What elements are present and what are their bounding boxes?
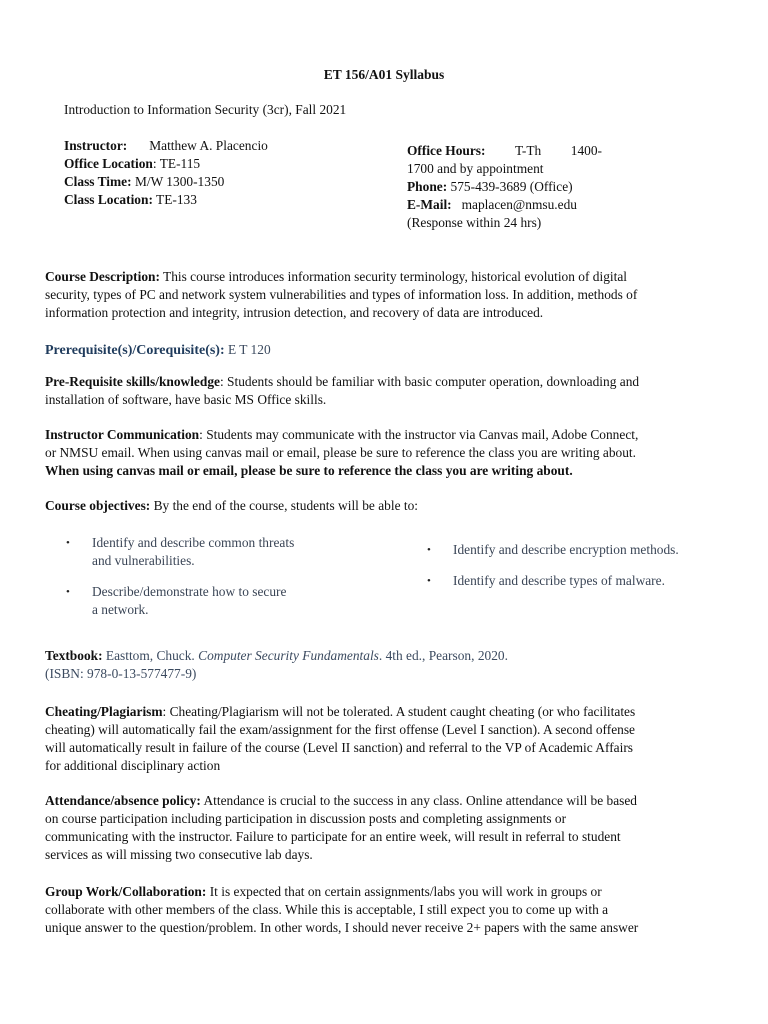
textbook [45,647,717,683]
prereq-label: Prerequisite(s)/Corequisite(s): [45,343,225,358]
email-note: (Response within 24 hrs) [407,215,542,230]
description-label: Course Description: [45,269,160,284]
class-location-label: Class Location: [64,192,153,207]
bullet-icon: • [427,544,431,556]
attendance-line: Attendance is crucial to the success in any class. Online attendance will be based [200,793,638,808]
group-line: It is expected that on certain assignments/labs you will work in groups or [206,884,602,899]
bullet-icon: • [66,586,70,598]
instructor-info [64,137,384,209]
instructor-label: Instructor: [64,138,128,153]
skills-line: installation of software, have basic MS Office skills. [45,392,327,407]
phone-row [407,178,602,196]
attendance-line: communicating with the instructor. Failure to participate for an entire week, will result in referral to student [45,829,621,844]
bullet-icon: • [66,537,70,549]
office-hours-days: T-Th [514,143,542,158]
description-line: security, types of PC and network system vulnerabilities and types of information loss. In addition, methods of [45,287,638,302]
email-label: E-Mail: [407,197,452,212]
description-line: This course introduces information security terminology, historical evolution of digital [159,269,628,284]
objectives-label: Course objectives: [45,498,151,513]
cheating-policy [45,703,717,775]
list-item [425,572,745,590]
course-description [45,268,717,322]
communication-line: : Students may communicate with the instructor via Canvas mail, Adobe Connect, [199,427,639,442]
cheating-label: Cheating/Plagiarism [45,704,163,719]
objective-text: Identify and describe types of malware. [453,573,665,588]
email-row [407,196,602,214]
class-time-value: M/W 1300-1350 [131,174,225,189]
document-title: ET 156/A01 Syllabus [323,67,445,82]
office-hours-label: Office Hours [407,143,482,158]
textbook-author: Easttom, Chuck. [102,648,199,663]
communication-line-bold: When using canvas mail or email, please be sure to reference the class you are writing about. [45,463,573,478]
bullet-icon: • [427,575,431,587]
list-item [425,541,745,559]
description-line: information protection and integrity, intrusion detection, and recovery of data are introduced. [45,305,544,320]
office-hours-line2: 1700 and by appointment [407,161,544,176]
prereq-skills [45,373,717,409]
objective-text: Identify and describe encryption methods. [453,542,679,557]
course-name: Introduction to Information Security (3cr), Fall 2021 [64,102,347,117]
class-time-row [64,173,384,191]
phone-label: Phone: [407,179,448,194]
office-hours-time: 1400- [570,143,602,158]
course-objectives [45,497,717,515]
office-location-label: Office Location [64,156,153,171]
attendance-label: Attendance/absence policy: [45,793,201,808]
group-work-policy [45,883,717,937]
objective-text: Identify and describe common threats [92,535,295,550]
cheating-line: : Cheating/Plagiarism will not be tolerated. A student caught cheating (or who facilitates [162,704,636,719]
prerequisites [45,341,717,360]
textbook-isbn: (ISBN: 978-0-13-577477-9) [45,666,197,681]
textbook-edition: . 4th ed., Pearson, 2020. [378,648,508,663]
instructor-row [64,137,384,155]
group-label: Group Work/Collaboration: [45,884,207,899]
group-line: collaborate with other members of the class. While this is acceptable, I still expect you to come up with a [45,902,609,917]
phone-value: 575-439-3689 (Office) [447,179,573,194]
instructor-value: Matthew A. Placencio [149,138,268,153]
cheating-line: for additional disciplinary action [45,758,221,773]
communication-line: or NMSU email. When using canvas mail or email, please be sure to reference the class you are writing about. [45,445,636,460]
attendance-policy [45,792,717,864]
office-info [407,142,602,232]
list-item [64,583,364,619]
class-time-label: Class Time: [64,174,132,189]
group-line: unique answer to the question/problem. In other words, I should never receive 2+ papers with the same answer [45,920,639,935]
objectives-intro: By the end of the course, students will be able to: [150,498,419,513]
prereq-value: E T 120 [224,342,271,357]
office-location-value: : TE-115 [152,156,201,171]
class-location-row [64,191,384,209]
objective-text: a network. [92,602,149,617]
textbook-label: Textbook: [45,648,103,663]
cheating-line: will automatically result in failure of the course (Level II sanction) and referral to the VP of Academic Affairs [45,740,633,755]
textbook-title: Computer Security Fundamentals [198,648,379,663]
email-value[interactable]: maplacen@nmsu.edu [461,197,577,212]
objective-text: and vulnerabilities. [92,553,195,568]
cheating-line: cheating) will automatically fail the exam/assignment for the first offense (Level I sanction). A second offense [45,722,635,737]
list-item [64,534,364,570]
attendance-line: on course participation including participation in discussion posts and completing assignments or [45,811,567,826]
skills-line: : Students should be familiar with basic computer operation, downloading and [219,374,640,389]
skills-label: Pre-Requisite skills/knowledge [45,374,220,389]
office-location-row [64,155,384,173]
instructor-communication [45,426,717,480]
objective-text: Describe/demonstrate how to secure [92,584,287,599]
office-hours-row: Office Hours: T-Th 1400- [407,143,602,158]
attendance-line: services as will missing two consecutive lab days. [45,847,313,862]
class-location-value: TE-133 [152,192,197,207]
communication-label: Instructor Communication [45,427,200,442]
